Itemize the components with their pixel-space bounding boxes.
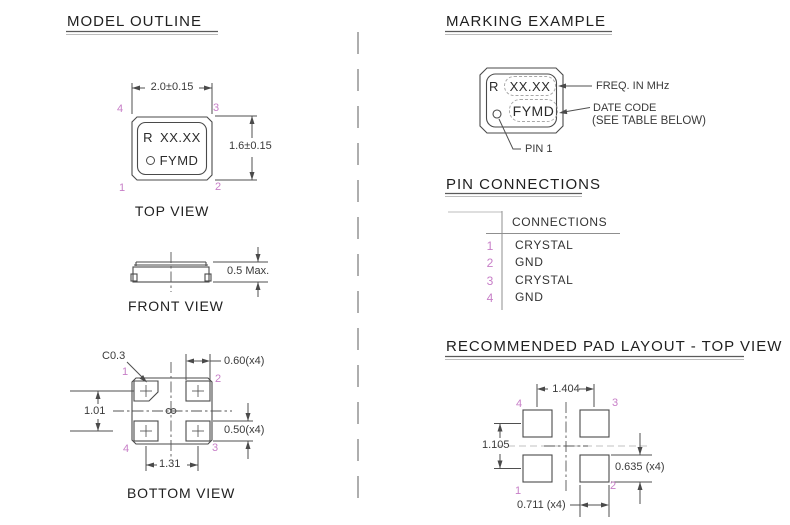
pad-1 bbox=[523, 455, 552, 482]
bottom-view-pad-height-dim: 0.50(x4) bbox=[224, 424, 265, 436]
table-row-pin: 1 bbox=[486, 239, 494, 253]
marking-date: FYMD bbox=[159, 153, 199, 168]
front-view-label: FRONT VIEW bbox=[128, 298, 224, 314]
top-view-pin-1: 1 bbox=[119, 182, 126, 194]
bottom-view-pitch-y-dim: 1.01 bbox=[84, 405, 106, 417]
connections-table-header: CONNECTIONS bbox=[512, 215, 608, 229]
table-row-pin: 3 bbox=[486, 274, 494, 288]
front-view-height-dim: 0.5 Max. bbox=[227, 265, 270, 277]
pad-layout-pad-width-dim: 0.711 (x4) bbox=[517, 499, 566, 511]
pad-layout-pin-4: 4 bbox=[516, 398, 523, 410]
top-view-pin-4: 4 bbox=[117, 103, 124, 115]
top-view-marking-line1 bbox=[137, 130, 207, 145]
top-view-marking-line2 bbox=[137, 153, 207, 168]
pad-layout-pitch-y-dim: 1.105 bbox=[482, 439, 510, 451]
bottom-view-pin-1: 1 bbox=[122, 366, 129, 378]
marking-freq: XX.XX bbox=[509, 78, 551, 94]
pad-layout-pad-height-dim: 0.635 (x4) bbox=[615, 461, 665, 473]
section-title-marking-example: MARKING EXAMPLE bbox=[446, 13, 607, 30]
freq-code-box bbox=[504, 76, 556, 96]
bottom-view-pin-2: 2 bbox=[215, 373, 222, 385]
bottom-view-pin-3: 3 bbox=[212, 442, 219, 454]
top-view-pin-3: 3 bbox=[213, 102, 220, 114]
bottom-view-label: BOTTOM VIEW bbox=[127, 485, 236, 501]
pad-layout-pin-2: 2 bbox=[610, 480, 617, 492]
callout-date-code-2: (SEE TABLE BELOW) bbox=[592, 115, 706, 127]
table-row-connection: GND bbox=[515, 290, 544, 304]
pad-4 bbox=[523, 410, 552, 437]
date-code-box bbox=[509, 99, 558, 122]
bottom-view-pin-4: 4 bbox=[123, 443, 130, 455]
pad-layout-pin-1: 1 bbox=[515, 485, 522, 497]
section-title-pin-connections: PIN CONNECTIONS bbox=[446, 176, 602, 193]
section-title-model-outline: MODEL OUTLINE bbox=[67, 13, 202, 30]
pad-2 bbox=[580, 455, 609, 482]
table-row-connection: CRYSTAL bbox=[515, 273, 574, 287]
marking-prefix: R bbox=[489, 79, 499, 94]
table-row-pin: 4 bbox=[486, 291, 494, 305]
callout-pin1: PIN 1 bbox=[525, 143, 553, 155]
top-view-width-dim: 2.0±0.15 bbox=[150, 81, 194, 93]
top-view-pin-2: 2 bbox=[215, 181, 222, 193]
marking-date: FYMD bbox=[512, 102, 555, 119]
marking-prefix: R bbox=[143, 130, 154, 145]
pin1-dot bbox=[146, 156, 155, 165]
callout-date-code-1: DATE CODE bbox=[593, 102, 657, 114]
pin1-dot bbox=[493, 110, 501, 118]
table-row-connection: CRYSTAL bbox=[515, 238, 574, 252]
marking-freq: XX.XX bbox=[160, 130, 201, 145]
pad-layout-pitch-x-dim: 1.404 bbox=[552, 383, 580, 395]
bottom-view-pitch-x-dim: 1.31 bbox=[159, 458, 181, 470]
bottom-view-chamfer-dim: C0.3 bbox=[102, 350, 126, 362]
pad-layout-pin-3: 3 bbox=[612, 397, 619, 409]
top-view-height-dim: 1.6±0.15 bbox=[229, 140, 272, 152]
pad-3 bbox=[580, 410, 609, 437]
bottom-view-pad-width-dim: 0.60(x4) bbox=[224, 355, 265, 367]
top-view-label: TOP VIEW bbox=[134, 203, 210, 219]
table-row-connection: GND bbox=[515, 255, 544, 269]
table-row-pin: 2 bbox=[486, 256, 494, 270]
callout-freq: FREQ. IN MHz bbox=[596, 80, 670, 92]
section-title-pad-layout: RECOMMENDED PAD LAYOUT - TOP VIEW bbox=[446, 338, 783, 355]
